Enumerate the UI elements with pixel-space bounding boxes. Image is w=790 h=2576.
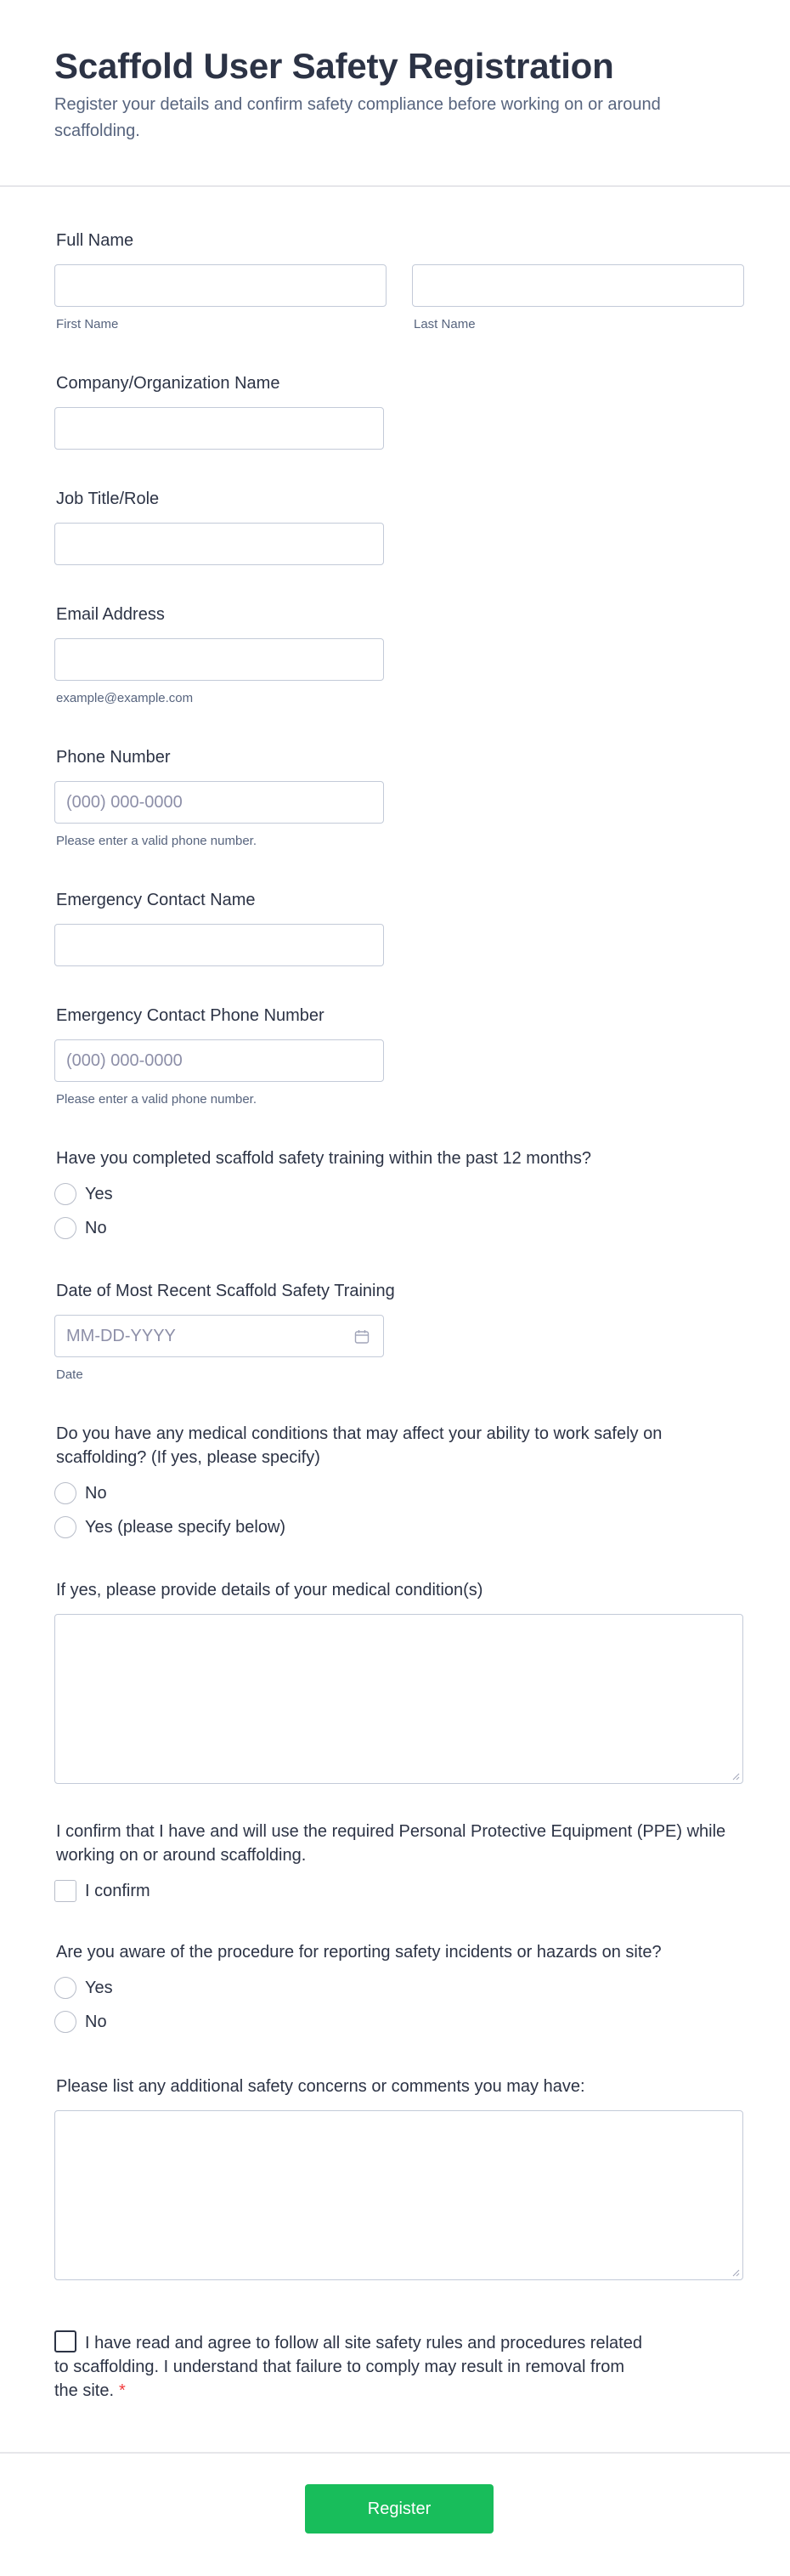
radio-button[interactable]	[54, 1977, 76, 1999]
last-name-sublabel: Last Name	[414, 317, 476, 331]
ppe-option-confirm[interactable]	[54, 1879, 743, 1903]
training-date-input[interactable]	[54, 1315, 384, 1357]
emergency-phone-label: Emergency Contact Phone Number	[56, 1006, 324, 1025]
form-header	[0, 0, 790, 187]
full-name-field	[54, 229, 744, 331]
training-date-field	[54, 1279, 395, 1382]
page-title: Scaffold User Safety Registration	[54, 46, 614, 86]
job-title-input[interactable]	[54, 523, 384, 565]
job-title-label: Job Title/Role	[56, 490, 160, 508]
emergency-name-field	[54, 888, 384, 966]
required-mark: *	[119, 2381, 126, 2400]
concerns-textarea[interactable]	[54, 2110, 743, 2280]
option-label: No	[85, 2013, 107, 2031]
agreement-checkbox[interactable]	[54, 2330, 76, 2352]
ppe-label: I confirm that I have and will use the required Personal Protective Equipment (PPE) while working on or around scaffolding.	[56, 1822, 726, 1865]
company-label: Company/Organization Name	[56, 374, 280, 393]
option-label: No	[85, 1484, 107, 1503]
agreement-text: I have read and agree to follow all site safety rules and procedures related to scaffolding. I understand that failure to comply may result in removal from the site.	[54, 2334, 642, 2400]
medical-details-label: If yes, please provide details of your medical condition(s)	[56, 1581, 483, 1599]
medical-field	[54, 1422, 743, 1539]
email-label: Email Address	[56, 605, 165, 624]
emergency-phone-field	[54, 1004, 384, 1107]
phone-field	[54, 745, 384, 848]
incident-label: Are you aware of the procedure for reporting safety incidents or hazards on site?	[56, 1943, 662, 1962]
training-option-yes[interactable]	[54, 1182, 591, 1206]
phone-placeholder: (000) 000-0000	[66, 793, 183, 812]
medical-option-no[interactable]	[54, 1481, 743, 1505]
radio-button[interactable]	[54, 1516, 76, 1538]
training-field	[54, 1146, 591, 1240]
first-name-sublabel: First Name	[56, 317, 119, 331]
training-label: Have you completed scaffold safety training within the past 12 months?	[56, 1149, 591, 1168]
radio-button[interactable]	[54, 1183, 76, 1205]
email-input[interactable]	[54, 638, 384, 681]
training-date-label: Date of Most Recent Scaffold Safety Training	[56, 1282, 395, 1300]
medical-option-yes[interactable]	[54, 1515, 743, 1539]
training-option-no[interactable]	[54, 1216, 591, 1240]
form-footer	[0, 2452, 790, 2576]
option-label: Yes	[85, 1185, 113, 1203]
checkbox[interactable]	[54, 1880, 76, 1902]
job-title-field	[54, 487, 384, 565]
company-field	[54, 371, 384, 450]
full-name-label: Full Name	[56, 231, 134, 250]
radio-button[interactable]	[54, 1217, 76, 1239]
emergency-phone-sublabel: Please enter a valid phone number.	[56, 1092, 257, 1107]
register-button[interactable]: Register	[305, 2484, 494, 2534]
date-sublabel: Date	[56, 1367, 83, 1382]
agreement-row[interactable]	[54, 2330, 649, 2403]
phone-input[interactable]	[54, 781, 384, 824]
option-label: No	[85, 1219, 107, 1237]
resize-handle-icon[interactable]	[731, 1772, 740, 1781]
emergency-name-label: Emergency Contact Name	[56, 891, 256, 909]
radio-button[interactable]	[54, 1482, 76, 1504]
calendar-icon[interactable]	[354, 1329, 370, 1345]
date-placeholder: MM-DD-YYYY	[66, 1327, 176, 1345]
company-input[interactable]	[54, 407, 384, 450]
agreement-field	[54, 2330, 649, 2403]
option-label: Yes (please specify below)	[85, 1518, 286, 1537]
email-field	[54, 603, 384, 705]
incident-option-yes[interactable]	[54, 1976, 743, 2000]
incident-field	[54, 1940, 743, 2034]
emergency-phone-placeholder: (000) 000-0000	[66, 1051, 183, 1070]
radio-button[interactable]	[54, 2011, 76, 2033]
resize-handle-icon[interactable]	[731, 2268, 740, 2277]
emergency-name-input[interactable]	[54, 924, 384, 966]
medical-label: Do you have any medical conditions that may affect your ability to work safely on scaffolding? (If yes, please specify)	[56, 1424, 663, 1467]
medical-details-textarea[interactable]	[54, 1614, 743, 1784]
concerns-field	[54, 2075, 743, 2280]
option-label: I confirm	[85, 1882, 150, 1900]
ppe-field	[54, 1820, 743, 1903]
email-sublabel: example@example.com	[56, 691, 194, 705]
emergency-phone-input[interactable]	[54, 1039, 384, 1082]
phone-label: Phone Number	[56, 748, 171, 767]
medical-details-field	[54, 1578, 743, 1784]
phone-sublabel: Please enter a valid phone number.	[56, 834, 257, 848]
page-description: Register your details and confirm safety compliance before working on or around scaffolding.	[54, 95, 661, 140]
incident-option-no[interactable]	[54, 2010, 743, 2034]
first-name-input[interactable]	[54, 264, 387, 307]
concerns-label: Please list any additional safety concerns or comments you may have:	[56, 2077, 585, 2096]
last-name-input[interactable]	[412, 264, 744, 307]
option-label: Yes	[85, 1979, 113, 1997]
